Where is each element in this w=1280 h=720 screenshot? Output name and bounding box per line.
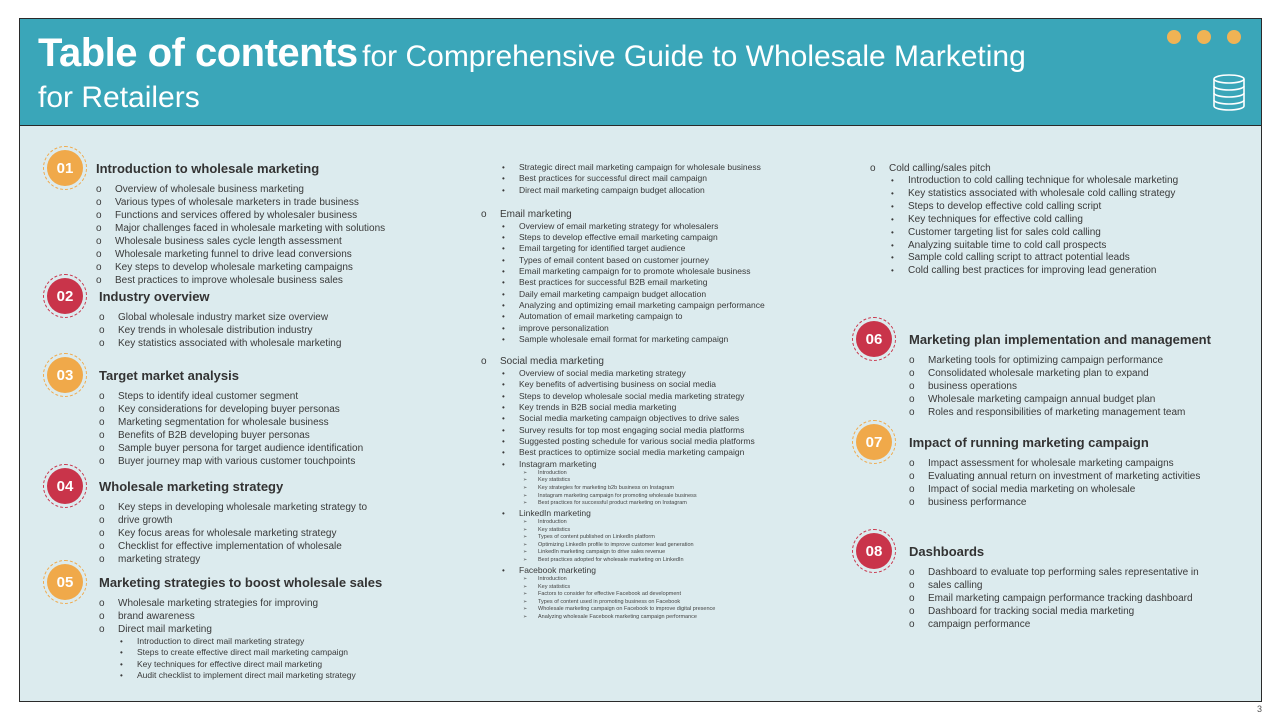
list-item-continued: o business performance	[909, 496, 1200, 509]
sub-item: • Social media marketing campaign objectives to drive sales	[481, 413, 765, 424]
social-media-list	[481, 368, 765, 621]
list-item: o Overview of wholesale business marketing	[96, 183, 385, 196]
list-item: o Wholesale business sales cycle length assessment	[96, 235, 385, 248]
sub-item: • Sample cold calling script to attract potential leads	[870, 252, 1178, 265]
sub-item: • Daily email marketing campaign budget allocation	[481, 289, 765, 300]
list-item: o Direct mail marketing	[99, 623, 356, 636]
sub-item: • Steps to develop effective cold calling script	[870, 201, 1178, 214]
sub-item: • Key statistics associated with wholesale cold calling strategy	[870, 188, 1178, 201]
sub-item: • Direct mail marketing campaign budget allocation	[481, 185, 765, 196]
sub-item: • Best practices for successful B2B email marketing	[481, 277, 765, 288]
list-item-continued: o campaign performance	[909, 618, 1199, 631]
title-light: for Comprehensive Guide to Wholesale Marketing	[362, 40, 1026, 73]
list-item: o Marketing segmentation for wholesale business	[99, 416, 363, 429]
subsub-item: ➢ Key statistics	[481, 477, 765, 485]
sub-item: • Email marketing campaign for to promote wholesale business	[481, 266, 765, 277]
list-item: o Benefits of B2B developing buyer personas	[99, 429, 363, 442]
header-banner	[20, 19, 1261, 126]
subsub-item: ➢ Optimizing LinkedIn profile to improve customer lead generation	[481, 542, 765, 550]
subsub-item: ➢ LinkedIn marketing campaign to drive sales revenue	[481, 549, 765, 557]
list-item: o Key steps in developing wholesale marketing strategy to	[99, 501, 367, 514]
dot-icon	[1167, 30, 1181, 44]
dot-icon	[1227, 30, 1241, 44]
title-bold: Table of contents	[38, 31, 358, 75]
dots-decoration	[1167, 30, 1241, 44]
list-item-continued: o brand awareness	[99, 610, 356, 623]
sub-item: • Best practices to optimize social media marketing campaign	[481, 447, 765, 458]
list-item: o Key steps to develop wholesale marketing campaigns	[96, 261, 385, 274]
sub-item: • Types of email content based on customer journey	[481, 255, 765, 266]
list-item: o Wholesale marketing strategies for improving	[99, 597, 356, 610]
sub-item: • Introduction to cold calling technique for wholesale marketing	[870, 175, 1178, 188]
database-icon	[1211, 73, 1247, 113]
section-title: Impact of running marketing campaign	[909, 435, 1149, 450]
sub-item: • Steps to develop wholesale social media marketing strategy	[481, 391, 765, 402]
sub-item: • Introduction to direct mail marketing strategy	[99, 636, 356, 647]
list-item: o Buyer journey map with various customer touchpoints	[99, 455, 363, 468]
subsub-item: ➢ Best practices adopted for wholesale marketing on LinkedIn	[481, 557, 765, 565]
list-item-continued: o marketing strategy	[99, 553, 367, 566]
section-list	[96, 183, 385, 287]
list-item: o Email marketing campaign performance tracking dashboard	[909, 592, 1199, 605]
list-item: o Social media marketing	[481, 355, 765, 368]
sub-item: • Key techniques for effective cold calling	[870, 214, 1178, 227]
list-item: o Major challenges faced in wholesale marketing with solutions	[96, 222, 385, 235]
subsub-item: ➢ Types of content published on LinkedIn platform	[481, 534, 765, 542]
list-item: o Best practices to improve wholesale business sales	[96, 274, 385, 287]
sub-item: • Sample wholesale email format for marketing campaign	[481, 334, 765, 345]
section-title: Target market analysis	[99, 368, 239, 383]
section-list	[99, 597, 356, 681]
middle-column	[481, 162, 765, 622]
sub-item: • Automation of email marketing campaign to	[481, 311, 765, 322]
subsub-item: ➢ Wholesale marketing campaign on Facebook to improve digital presence	[481, 606, 765, 614]
sub-item: • Customer targeting list for sales cold calling	[870, 227, 1178, 240]
section-list	[909, 457, 1200, 509]
subsub-item: ➢ Instagram marketing campaign for promoting wholesale business	[481, 493, 765, 501]
subsub-item: ➢ Analyzing wholesale Facebook marketing campaign performance	[481, 614, 765, 622]
list-item: o Impact assessment for wholesale marketing campaigns	[909, 457, 1200, 470]
direct-mail-continued	[481, 162, 765, 196]
email-marketing-list	[481, 221, 765, 345]
list-item-continued: o drive growth	[99, 514, 367, 527]
sub-item: • Audit checklist to implement direct mail marketing strategy	[99, 670, 356, 681]
section-badge: 05	[47, 564, 83, 600]
section-badge: 07	[856, 424, 892, 460]
sub-item: • Suggested posting schedule for various social media platforms	[481, 436, 765, 447]
subsub-item: ➢ Key statistics	[481, 527, 765, 535]
sub-item: • Key benefits of advertising business on social media	[481, 379, 765, 390]
section-badge: 08	[856, 533, 892, 569]
list-item: o Key focus areas for wholesale marketing strategy	[99, 527, 367, 540]
right-column	[870, 162, 1178, 278]
sub-item: • Best practices for successful direct mail campaign	[481, 173, 765, 184]
list-item: o Various types of wholesale marketers in trade business	[96, 196, 385, 209]
page-title	[38, 31, 1026, 76]
list-item: o Wholesale marketing funnel to drive lead conversions	[96, 248, 385, 261]
section-badge: 02	[47, 278, 83, 314]
section-badge: 03	[47, 357, 83, 393]
list-item: o Dashboard to evaluate top performing sales representative in	[909, 566, 1199, 579]
subsub-item: ➢ Introduction	[481, 576, 765, 584]
cold-calling-list	[870, 175, 1178, 278]
list-item-continued: o sales calling	[909, 579, 1199, 592]
subsub-item: ➢ Factors to consider for effective Facebook ad development	[481, 591, 765, 599]
subsub-item: ➢ Types of content used in promoting business on Facebook	[481, 599, 765, 607]
section-list	[99, 311, 341, 350]
list-item: o Consolidated wholesale marketing plan to expand	[909, 367, 1185, 380]
section-title: Introduction to wholesale marketing	[96, 161, 320, 176]
list-item: o Cold calling/sales pitch	[870, 162, 1178, 175]
section-badge: 04	[47, 468, 83, 504]
sub-item-continued: • improve personalization	[481, 323, 765, 334]
sub-item: • Steps to develop effective email marketing campaign	[481, 232, 765, 243]
sub-item: • Key techniques for effective direct mail marketing	[99, 659, 356, 670]
sub-item: • Analyzing and optimizing email marketing campaign performance	[481, 300, 765, 311]
subsub-item: ➢ Key strategies for marketing b2b business on Instagram	[481, 485, 765, 493]
sub-item: • Facebook marketing	[481, 565, 765, 576]
section-title: Marketing plan implementation and management	[909, 332, 1211, 347]
section-list	[99, 501, 367, 566]
list-item: o Functions and services offered by wholesaler business	[96, 209, 385, 222]
section-list	[99, 390, 363, 468]
sub-item: • Steps to create effective direct mail marketing campaign	[99, 647, 356, 658]
list-item: o Email marketing	[481, 208, 765, 221]
list-item-continued: o business operations	[909, 380, 1185, 393]
section-title: Industry overview	[99, 289, 210, 304]
section-badge: 01	[47, 150, 83, 186]
title-line2: for Retailers	[38, 81, 200, 114]
sub-item: • Overview of email marketing strategy for wholesalers	[481, 221, 765, 232]
list-item: o Marketing tools for optimizing campaign performance	[909, 354, 1185, 367]
sub-item: • Analyzing suitable time to cold call prospects	[870, 240, 1178, 253]
page-number: 3	[1256, 704, 1262, 714]
list-item: o Global wholesale industry market size overview	[99, 311, 341, 324]
subsub-item: ➢ Key statistics	[481, 584, 765, 592]
list-item: o Key considerations for developing buyer personas	[99, 403, 363, 416]
list-item: o Steps to identify ideal customer segment	[99, 390, 363, 403]
sub-item: • Strategic direct mail marketing campaign for wholesale business	[481, 162, 765, 173]
sub-item: • Email targeting for identified target audience	[481, 243, 765, 254]
list-item: o Key trends in wholesale distribution industry	[99, 324, 341, 337]
section-title: Wholesale marketing strategy	[99, 479, 284, 494]
subsub-item: ➢ Introduction	[481, 519, 765, 527]
dot-icon	[1197, 30, 1211, 44]
sub-item: • LinkedIn marketing	[481, 508, 765, 519]
list-item: o Sample buyer persona for target audience identification	[99, 442, 363, 455]
subsub-item: ➢ Introduction	[481, 470, 765, 478]
sub-item: • Overview of social media marketing strategy	[481, 368, 765, 379]
section-badge: 06	[856, 321, 892, 357]
sub-item: • Instagram marketing	[481, 459, 765, 470]
section-list	[909, 354, 1185, 419]
list-item: o Dashboard for tracking social media marketing	[909, 605, 1199, 618]
list-item: o Roles and responsibilities of marketing management team	[909, 406, 1185, 419]
list-item: o Evaluating annual return on investment of marketing activities	[909, 470, 1200, 483]
sub-item: • Cold calling best practices for improving lead generation	[870, 265, 1178, 278]
sub-item: • Key trends in B2B social media marketing	[481, 402, 765, 413]
list-item: o Checklist for effective implementation of wholesale	[99, 540, 367, 553]
section-title: Dashboards	[909, 544, 985, 559]
sub-item: • Survey results for top most engaging social media platforms	[481, 425, 765, 436]
list-item: o Impact of social media marketing on wholesale	[909, 483, 1200, 496]
subsub-item: ➢ Best practices for successful product marketing on Instagram	[481, 500, 765, 508]
section-list	[909, 566, 1199, 631]
list-item: o Key statistics associated with wholesale marketing	[99, 337, 341, 350]
list-item: o Wholesale marketing campaign annual budget plan	[909, 393, 1185, 406]
section-title: Marketing strategies to boost wholesale sales	[99, 575, 383, 590]
